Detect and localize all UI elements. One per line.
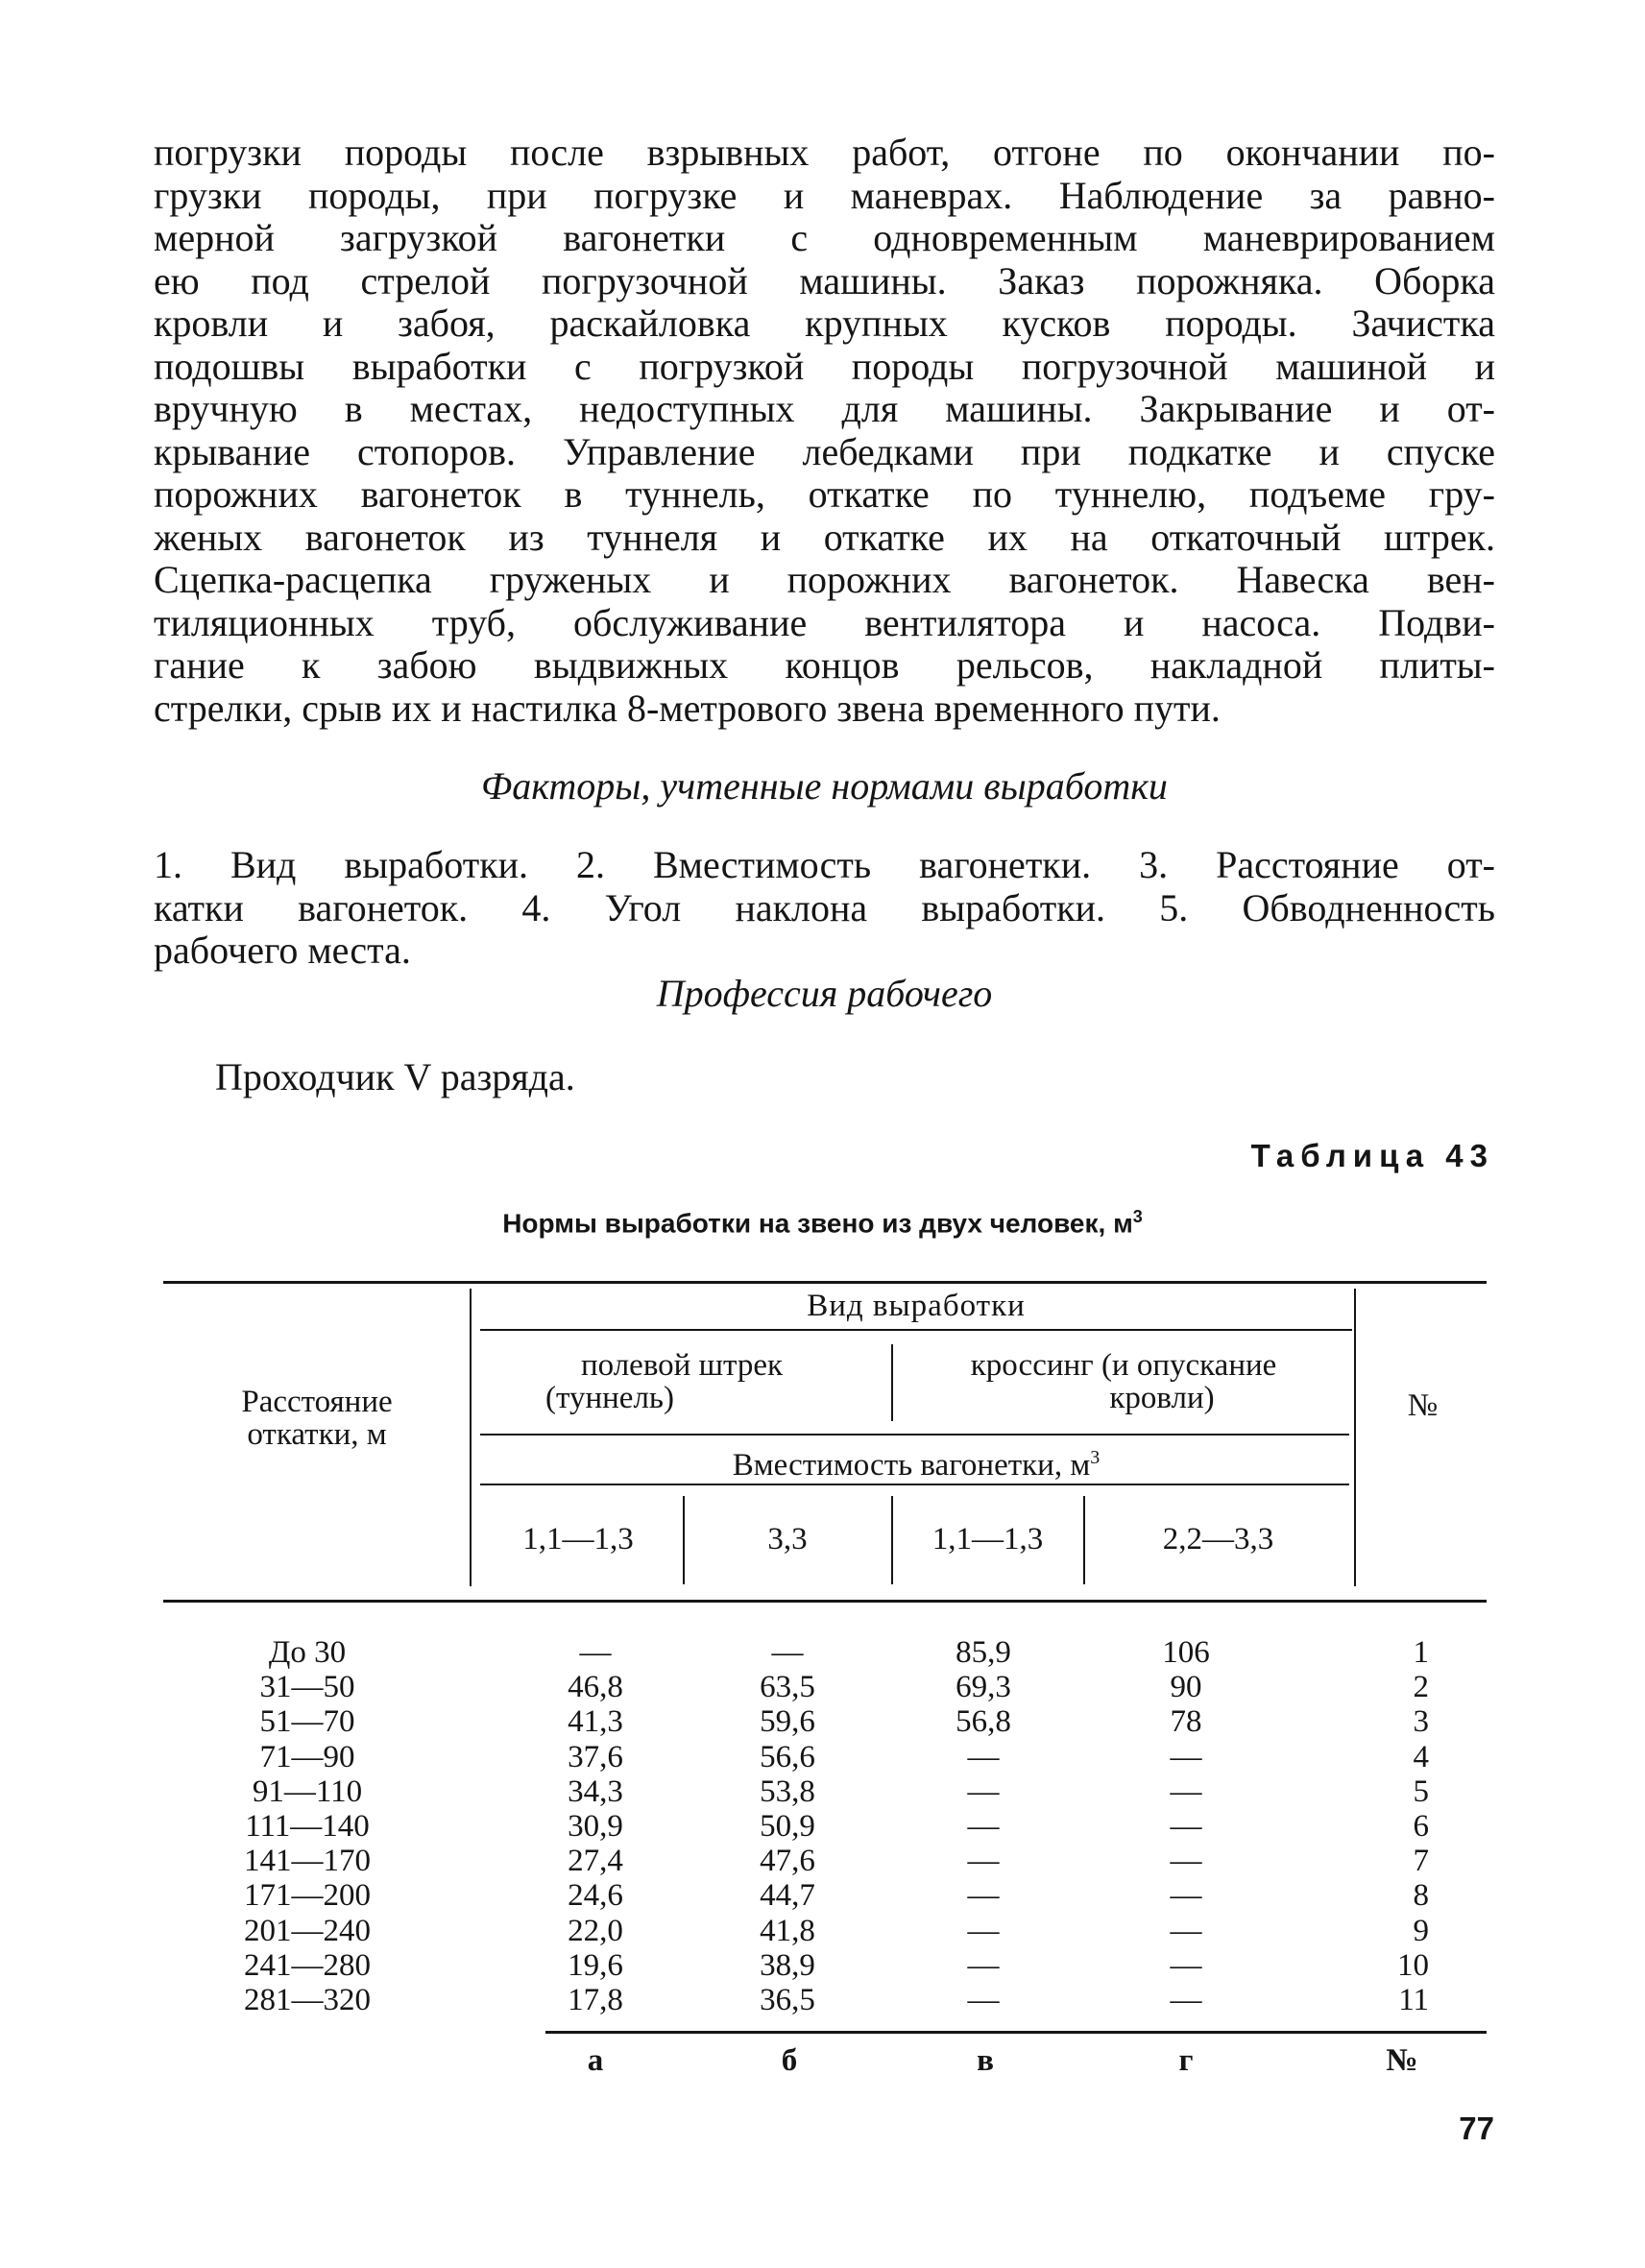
table-cell-c: — — [967, 1913, 1000, 1948]
table-cell-b: 41,8 — [760, 1913, 815, 1948]
paragraph-line: гание к забою выдвижных концов рельсов, накладной плиты- — [154, 643, 1495, 687]
table-cell-row-number: 4 — [1413, 1739, 1429, 1774]
table-cell-d: 106 — [1162, 1635, 1210, 1670]
header-vrule-ab — [683, 1496, 685, 1584]
table-cell-c: — — [967, 1808, 1000, 1844]
table-cell-distance: 91—110 — [252, 1773, 363, 1809]
table-cell-a: 30,9 — [568, 1808, 623, 1844]
header-vrule-cd — [1083, 1496, 1085, 1584]
table-cell-d: — — [1170, 1878, 1202, 1914]
header-hrule-capacity-top — [480, 1434, 1349, 1436]
table-cell-c: — — [967, 1982, 1000, 2017]
table-cell-c: — — [967, 1947, 1000, 1983]
footer-letter-c: в — [977, 2043, 994, 2078]
profession-heading: Профессия рабочего — [656, 972, 993, 1015]
table-top-rule — [163, 1281, 1487, 1284]
header-distance — [192, 1386, 442, 1451]
footer-number-label: № — [1386, 2043, 1418, 2078]
table-cell-b: 44,7 — [760, 1878, 815, 1914]
table-cell-row-number: 9 — [1413, 1913, 1429, 1948]
table-cell-b: 50,9 — [760, 1808, 815, 1844]
header-sub-c: 1,1—1,3 — [931, 1522, 1044, 1556]
table-cell-a: 24,6 — [568, 1878, 623, 1914]
table-cell-row-number: 2 — [1413, 1670, 1429, 1705]
header-vrule-middle — [891, 1344, 893, 1421]
table-cell-b: 47,6 — [760, 1844, 815, 1879]
table-cell-row-number: 11 — [1398, 1982, 1429, 2017]
table-cell-a: 41,3 — [568, 1704, 623, 1740]
factors-line: рабочего места. — [154, 929, 411, 972]
header-sub-a: 1,1—1,3 — [522, 1522, 634, 1556]
table-cell-d: — — [1170, 1913, 1202, 1948]
table-cell-d: — — [1170, 1773, 1202, 1809]
table-cell-d: — — [1170, 1844, 1202, 1879]
table-cell-b: 56,6 — [760, 1739, 815, 1774]
table-cell-d: 90 — [1170, 1670, 1202, 1705]
table-cell-distance: 71—90 — [259, 1739, 355, 1774]
table-caption — [0, 1207, 1645, 1239]
header-hrule-work-type — [480, 1329, 1352, 1331]
table-cell-c: — — [967, 1878, 1000, 1914]
table-cell-distance: 141—170 — [244, 1844, 371, 1879]
table-cell-row-number: 5 — [1413, 1773, 1429, 1809]
header-crossing-line2: кровли) — [1109, 1381, 1215, 1415]
table-cell-distance: 171—200 — [244, 1878, 371, 1914]
table-cell-distance: 241—280 — [244, 1947, 371, 1983]
paragraph-line: подошвы выработки с погрузкой породы погрузочной машиной и — [154, 344, 1495, 388]
column-distance — [197, 1635, 418, 2017]
table-cell-d: — — [1170, 1947, 1202, 1983]
header-distance-line2: откатки, м — [247, 1417, 387, 1452]
column-b — [730, 1635, 845, 2017]
table-cell-distance: 51—70 — [259, 1704, 355, 1740]
factors-line: катки вагонеток. 4. Угол наклона выработки. 5. Обводненность — [154, 885, 1495, 929]
header-capacity-text: Вместимость вагонетки, м — [732, 1448, 1091, 1483]
table-cell-a: 19,6 — [568, 1947, 623, 1983]
paragraph-line: кровли и забоя, раскайловка крупных кусков породы. Зачистка — [154, 302, 1495, 345]
table-number-label: Таблица 43 — [1250, 1138, 1494, 1173]
table-cell-c: 85,9 — [956, 1635, 1011, 1670]
table-caption-text: Нормы выработки на звено из двух человек, м — [502, 1208, 1133, 1239]
column-c — [926, 1635, 1041, 2017]
header-sub-b: 3,3 — [767, 1522, 808, 1556]
column-row-number — [1364, 1635, 1429, 2017]
main-paragraph — [154, 132, 1495, 730]
table-cell-a: 27,4 — [568, 1844, 623, 1879]
header-vrule-bc — [891, 1496, 893, 1584]
header-vrule-right — [1354, 1289, 1356, 1586]
table-cell-a: 22,0 — [568, 1913, 623, 1948]
table-cell-row-number: 7 — [1413, 1844, 1429, 1879]
table-header-bottom-rule — [163, 1600, 1487, 1603]
table-cell-d: — — [1170, 1982, 1202, 2017]
table-cell-b: 53,8 — [760, 1773, 815, 1809]
table-cell-distance: 31—50 — [259, 1670, 355, 1705]
paragraph-line: погрузки породы после взрывных работ, отгоне по окончании по- — [154, 131, 1495, 174]
table-cell-b: 36,5 — [760, 1982, 815, 2017]
table-caption-sup: 3 — [1132, 1207, 1143, 1226]
table-cell-b: — — [771, 1635, 804, 1670]
paragraph-line: порожних вагонеток в туннель, откатке по туннелю, подъеме гру- — [154, 472, 1495, 516]
profession-text: Проходчик V разряда. — [215, 1055, 575, 1098]
table-cell-d: 78 — [1170, 1704, 1202, 1740]
header-distance-line1: Расстояние — [241, 1385, 393, 1419]
table-cell-c: — — [967, 1739, 1000, 1774]
table-cell-row-number: 10 — [1397, 1947, 1429, 1983]
header-sub-d: 2,2—3,3 — [1162, 1522, 1274, 1556]
table-cell-c: — — [967, 1773, 1000, 1809]
footer-letter-b: б — [781, 2043, 798, 2078]
header-capacity — [480, 1440, 1352, 1483]
paragraph-line: стрелки, срыв их и настилка 8-метрового звена временного пути. — [154, 686, 1221, 730]
factors-paragraph — [154, 844, 1495, 973]
table-cell-b: 38,9 — [760, 1947, 815, 1983]
column-a — [538, 1635, 653, 2017]
table-cell-c: 56,8 — [956, 1704, 1011, 1740]
table-cell-row-number: 6 — [1413, 1808, 1429, 1844]
table-cell-a: 17,8 — [568, 1982, 623, 2017]
header-field-drift — [480, 1349, 883, 1414]
paragraph-line: вручную в местах, недоступных для машины. Закрывание и от- — [154, 387, 1495, 430]
table-cell-b: 59,6 — [760, 1704, 815, 1740]
table-cell-row-number: 8 — [1413, 1878, 1429, 1914]
header-crossing — [898, 1349, 1349, 1414]
table-cell-b: 63,5 — [760, 1670, 815, 1705]
table-cell-row-number: 1 — [1413, 1635, 1429, 1670]
header-field-drift-line2: (туннель) — [545, 1381, 674, 1415]
table-cell-d: — — [1170, 1808, 1202, 1844]
factors-heading: Факторы, учтенные нормами выработки — [481, 764, 1168, 808]
header-hrule-capacity-bottom — [480, 1484, 1349, 1485]
table-cell-a: 37,6 — [568, 1739, 623, 1774]
header-vrule-left — [470, 1289, 472, 1586]
header-work-type: Вид выработки — [807, 1289, 1026, 1323]
table-cell-d: — — [1170, 1739, 1202, 1774]
table-cell-distance: До 30 — [268, 1635, 347, 1670]
footer-letter-a: а — [587, 2043, 604, 2078]
factors-line: 1. Вид выработки. 2. Вместимость вагонетки. 3. Расстояние от- — [154, 843, 1495, 886]
table-cell-distance: 111—140 — [245, 1808, 370, 1844]
table-cell-c: — — [967, 1844, 1000, 1879]
table-cell-a: — — [579, 1635, 612, 1670]
table-cell-c: 69,3 — [956, 1670, 1011, 1705]
paragraph-line: Сцепка-расцепка груженых и порожних вагонеток. Навеска вен- — [154, 558, 1495, 601]
table-cell-a: 46,8 — [568, 1670, 623, 1705]
paragraph-line: женых вагонеток из туннеля и откатке их на откаточный штрек. — [154, 515, 1495, 559]
paragraph-line: мерной загрузкой вагонетки с одновременным маневрированием — [154, 216, 1495, 259]
footer-letter-d: г — [1178, 2043, 1194, 2078]
paragraph-line: грузки породы, при погрузке и маневрах. Наблюдение за равно- — [154, 173, 1495, 217]
header-capacity-sup: 3 — [1090, 1447, 1101, 1468]
header-crossing-line1: кроссинг (и опускание — [970, 1348, 1277, 1383]
table-footer-rule — [545, 2031, 1487, 2034]
paragraph-line: ею под стрелой погрузочной машины. Заказ порожняка. Оборка — [154, 258, 1495, 302]
table-cell-distance: 281—320 — [244, 1982, 371, 2017]
table-cell-a: 34,3 — [568, 1773, 623, 1809]
table-cell-row-number: 3 — [1413, 1704, 1429, 1740]
column-d — [1128, 1635, 1244, 2017]
table-cell-distance: 201—240 — [244, 1913, 371, 1948]
paragraph-line: крывание стопоров. Управление лебедками при подкатке и спуске — [154, 429, 1495, 473]
header-number: № — [1407, 1388, 1439, 1423]
header-field-drift-line1: полевой штрек — [580, 1348, 784, 1383]
paragraph-line: тиляционных труб, обслуживание вентилятора и насоса. Подви- — [154, 600, 1495, 644]
page-number: 77 — [1459, 2111, 1494, 2146]
